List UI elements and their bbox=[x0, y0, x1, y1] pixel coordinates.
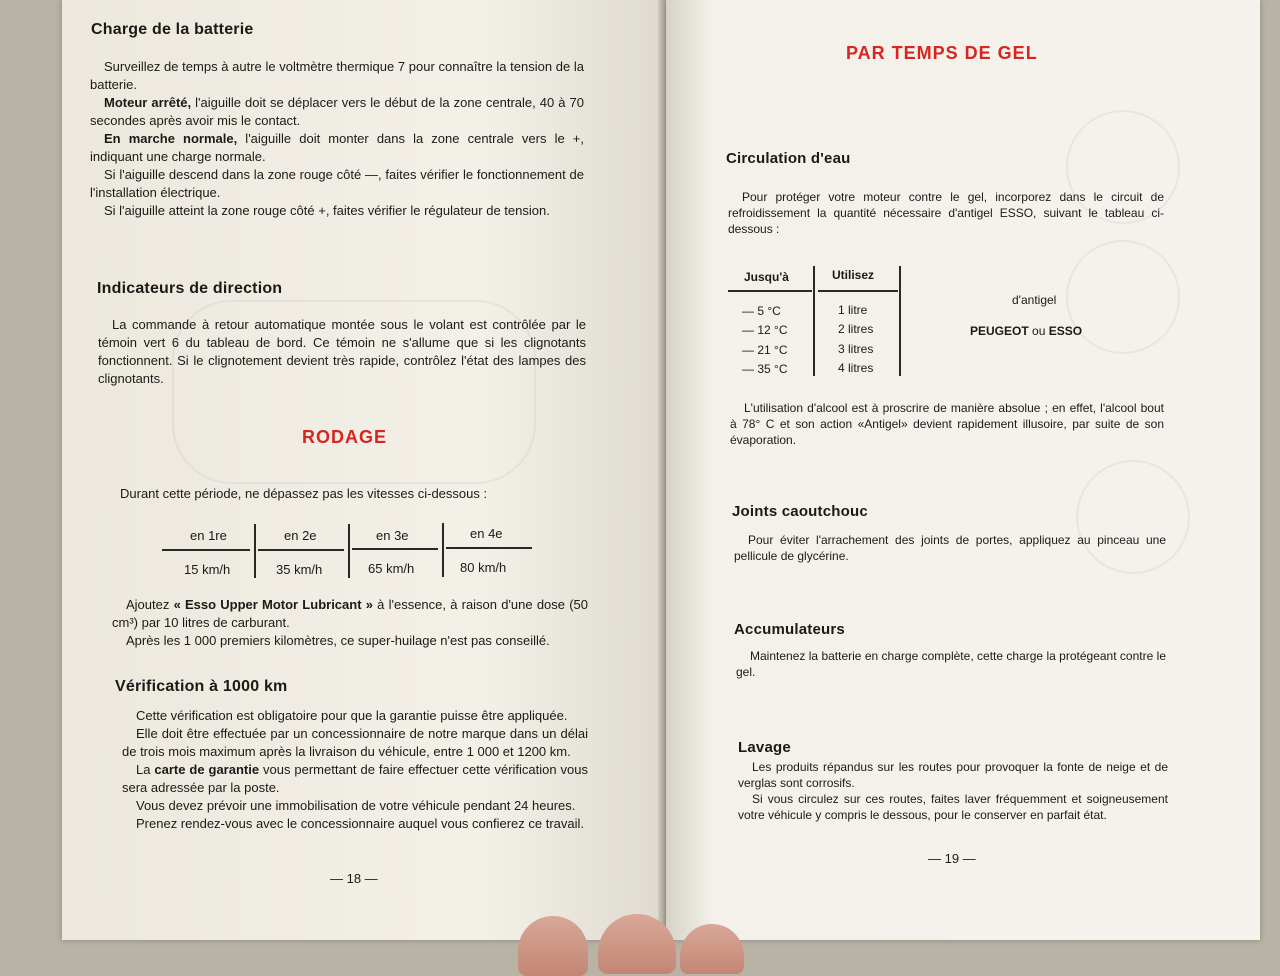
accumulateurs-paragraph: Maintenez la batterie en charge complète, cette charge la protégeant contre le gel. bbox=[736, 649, 1166, 679]
circulation-paragraph-1: Pour protéger votre moteur contre le gel, incorporez dans le circuit de refroidissement la quantité nécessaire d'antigel ESSO, suivant le tableau ci-dessous : bbox=[728, 190, 1164, 236]
joints-paragraph: Pour éviter l'arrachement des joints de portes, appliquez au pinceau une pellicule de glycérine. bbox=[734, 533, 1166, 563]
page-number-right: — 19 — bbox=[928, 851, 976, 866]
lavage-paragraph-2: Si vous circulez sur ces routes, faites laver fréquemment et soigneusement votre véhicule y compris le dessous, pour le conserver en parfait état. bbox=[738, 792, 1168, 822]
speed-2: 35 km/h bbox=[276, 562, 323, 577]
rodage-intro: Durant cette période, ne dépassez pas les vitesses ci-dessous : bbox=[120, 486, 488, 501]
amount-1: 1 litre bbox=[838, 303, 868, 317]
table-rule bbox=[818, 290, 898, 292]
charge-text bbox=[90, 58, 584, 220]
column-header-utilisez: Utilisez bbox=[832, 268, 875, 282]
section-title-charge: Charge de la batterie bbox=[91, 21, 254, 38]
table-rule bbox=[162, 549, 250, 551]
gear-4: en 4e bbox=[470, 526, 503, 541]
speed-4: 80 km/h bbox=[460, 560, 507, 575]
table-divider bbox=[442, 523, 444, 577]
rodage-text bbox=[112, 596, 588, 650]
page-number-left: — 18 — bbox=[330, 871, 378, 886]
circulation-text bbox=[728, 189, 1164, 237]
antigel-label: d'antigel bbox=[1012, 293, 1057, 307]
column-header-jusqua: Jusqu'à bbox=[744, 270, 789, 284]
verification-paragraph-3: La carte de garantie vous permettant de faire effectuer cette vérification vous sera adressée par la poste. bbox=[122, 762, 588, 795]
section-title-verification: Vérification à 1000 km bbox=[115, 678, 288, 695]
section-title-lavage: Lavage bbox=[738, 739, 791, 756]
left-page bbox=[62, 0, 664, 940]
verification-paragraph-5: Prenez rendez-vous avec le concessionnaire auquel vous confierez ce travail. bbox=[136, 816, 585, 831]
charge-paragraph-2: Moteur arrêté, l'aiguille doit se déplacer vers le début de la zone centrale, 40 à 70 secondes après avoir mis le contact. bbox=[90, 95, 584, 128]
rodage-paragraph-1: Ajoutez « Esso Upper Motor Lubricant » à l'essence, à raison d'une dose (50 cm³) par 10 litres de carburant. bbox=[112, 597, 588, 630]
temperature-4: — 35 °C bbox=[742, 362, 788, 376]
amount-2: 2 litres bbox=[838, 322, 874, 336]
table-rule bbox=[258, 549, 344, 551]
charge-paragraph-3: En marche normale, l'aiguille doit monter dans la zone centrale vers le +, indiquant une charge normale. bbox=[90, 131, 584, 164]
page-title-gel: PAR TEMPS DE GEL bbox=[846, 43, 1038, 63]
table-divider bbox=[899, 266, 901, 376]
lavage-text bbox=[738, 759, 1168, 823]
rodage-speed-table bbox=[162, 520, 542, 582]
accumulateurs-text bbox=[736, 648, 1166, 680]
section-title-circulation: Circulation d'eau bbox=[726, 150, 851, 167]
antigel-brands: PEUGEOT ou ESSO bbox=[970, 324, 1083, 338]
verification-paragraph-4: Vous devez prévoir une immobilisation de votre véhicule pendant 24 heures. bbox=[136, 798, 576, 813]
gear-1: en 1re bbox=[190, 528, 227, 543]
table-divider bbox=[254, 524, 256, 578]
table-rule bbox=[728, 290, 812, 292]
antigel-table bbox=[728, 262, 1178, 382]
temperature-2: — 12 °C bbox=[742, 323, 788, 337]
charge-paragraph-4: Si l'aiguille descend dans la zone rouge côté —, faites vérifier le fonctionnement de l'installation électrique. bbox=[90, 167, 584, 200]
speed-3: 65 km/h bbox=[368, 561, 415, 576]
section-title-rodage: RODAGE bbox=[302, 427, 388, 447]
table-rule bbox=[446, 547, 532, 549]
indicateurs-paragraph: La commande à retour automatique montée sous le volant est contrôlée par le témoin vert 6 du tableau de bord. Ce témoin ne s'allume que si les clignotants fonctionnent. Si le clignotement devient très rapide, contrôlez l'état des lampes des clignotants. bbox=[98, 317, 586, 386]
verification-paragraph-2: Elle doit être effectuée par un concessionnaire de notre marque dans un délai de trois mois maximum après la livraison du véhicule, entre 1 000 et 1200 km. bbox=[122, 726, 588, 759]
indicateurs-text bbox=[98, 316, 586, 388]
verification-text bbox=[122, 707, 588, 833]
table-divider bbox=[348, 524, 350, 578]
right-page bbox=[666, 0, 1260, 940]
temperature-3: — 21 °C bbox=[742, 343, 788, 357]
circulation-paragraph-2: L'utilisation d'alcool est à proscrire de manière absolue ; en effet, l'alcool bout à 78° C et son action «Antigel» devient rapidement illusoire, par suite de son évaporation. bbox=[730, 401, 1164, 447]
charge-paragraph-5: Si l'aiguille atteint la zone rouge côté +, faites vérifier le régulateur de tension. bbox=[104, 203, 550, 218]
amount-3: 3 litres bbox=[838, 342, 874, 356]
section-title-joints: Joints caoutchouc bbox=[732, 503, 868, 520]
section-title-accumulateurs: Accumulateurs bbox=[734, 621, 845, 638]
section-title-indicateurs: Indicateurs de direction bbox=[97, 280, 283, 297]
verification-paragraph-1: Cette vérification est obligatoire pour que la garantie puisse être appliquée. bbox=[136, 708, 568, 723]
charge-paragraph-1: Surveillez de temps à autre le voltmètre thermique 7 pour connaître la tension de la batterie. bbox=[90, 59, 584, 92]
table-rule bbox=[352, 548, 438, 550]
joints-text bbox=[734, 532, 1166, 564]
rodage-paragraph-2: Après les 1 000 premiers kilomètres, ce super-huilage n'est pas conseillé. bbox=[126, 633, 550, 648]
amount-4: 4 litres bbox=[838, 361, 874, 375]
gear-3: en 3e bbox=[376, 528, 409, 543]
speed-1: 15 km/h bbox=[184, 562, 231, 577]
alcool-text bbox=[730, 400, 1164, 448]
temperature-1: — 5 °C bbox=[742, 304, 781, 318]
gear-2: en 2e bbox=[284, 528, 317, 543]
lavage-paragraph-1: Les produits répandus sur les routes pour provoquer la fonte de neige et de verglas sont corrosifs. bbox=[738, 760, 1168, 790]
table-divider bbox=[813, 266, 815, 376]
